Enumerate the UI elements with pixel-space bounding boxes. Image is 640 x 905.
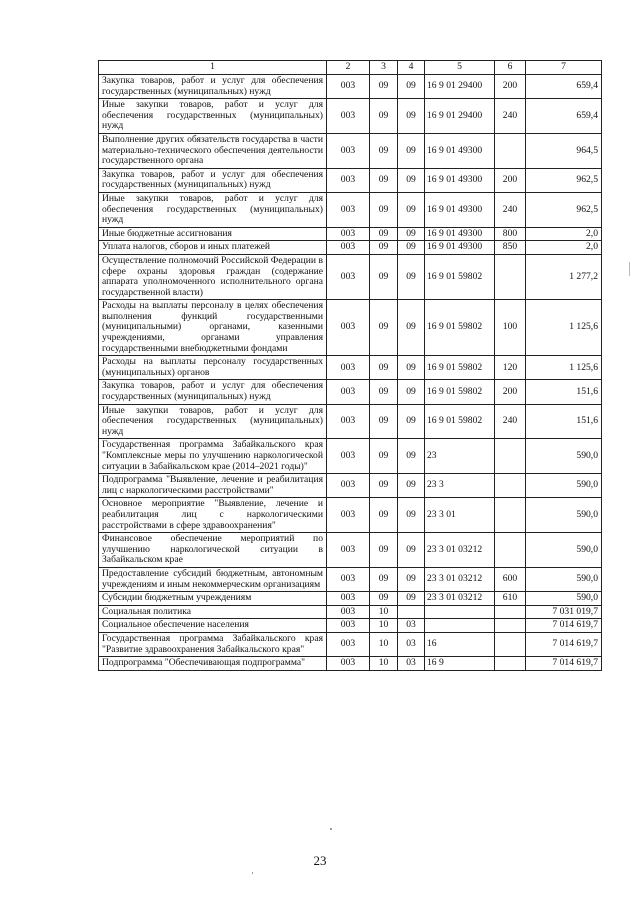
- table-row: [99, 592, 602, 606]
- cell-subsection: 09: [398, 133, 425, 168]
- header-col-3: 3: [370, 61, 398, 75]
- cell-expense-type: [495, 533, 526, 568]
- cell-expense-type: [495, 133, 526, 168]
- cell-expense-type: 240: [495, 99, 526, 134]
- cell-amount: 7 014 619,7: [526, 632, 602, 656]
- cell-expense-type: 240: [495, 404, 526, 439]
- scan-speck: [330, 828, 332, 830]
- cell-target-article: 23: [425, 439, 495, 474]
- table-row: [99, 404, 602, 439]
- cell-amount: 7 014 619,7: [526, 657, 602, 671]
- cell-subsection: 09: [398, 404, 425, 439]
- table-row: [99, 619, 602, 633]
- cell-name: Иные закупки товаров, работ и услуг для обеспечения государственных (муниципальных) нужд: [99, 99, 327, 134]
- cell-amount: 7 031 019,7: [526, 605, 602, 619]
- cell-expense-type: 100: [495, 300, 526, 356]
- cell-name: Расходы на выплаты персоналу государственных (муниципальных) органов: [99, 356, 327, 380]
- cell-target-article: 16 9 01 59802: [425, 300, 495, 356]
- cell-amount: 590,0: [526, 533, 602, 568]
- header-col-7: 7: [526, 61, 602, 75]
- table-row: [99, 99, 602, 134]
- cell-name: Иные закупки товаров, работ и услуг для обеспечения государственных (муниципальных) нужд: [99, 404, 327, 439]
- cell-section: 09: [370, 227, 398, 241]
- cell-section: 10: [370, 632, 398, 656]
- table-row: [99, 192, 602, 227]
- cell-subsection: 09: [398, 168, 425, 192]
- cell-amount: 659,4: [526, 75, 602, 99]
- header-col-6: 6: [495, 61, 526, 75]
- cell-expense-type: 200: [495, 380, 526, 404]
- cell-subsection: 09: [398, 300, 425, 356]
- cell-target-article: 16 9 01 59802: [425, 380, 495, 404]
- table-row: [99, 75, 602, 99]
- cell-section: 09: [370, 75, 398, 99]
- scan-speck: [252, 872, 253, 874]
- cell-expense-type: [495, 498, 526, 533]
- cell-target-article: 16 9 01 59802: [425, 404, 495, 439]
- cell-subsection: 09: [398, 192, 425, 227]
- cell-target-article: 16 9 01 29400: [425, 75, 495, 99]
- cell-subsection: 09: [398, 99, 425, 134]
- cell-amount: 2,0: [526, 227, 602, 241]
- cell-amount: 151,6: [526, 380, 602, 404]
- cell-admin-code: 003: [327, 300, 370, 356]
- cell-target-article: 16 9 01 49300: [425, 227, 495, 241]
- cell-section: 09: [370, 241, 398, 255]
- cell-section: 09: [370, 533, 398, 568]
- cell-section: 10: [370, 619, 398, 633]
- cell-expense-type: 850: [495, 241, 526, 255]
- cell-section: 09: [370, 168, 398, 192]
- cell-admin-code: 003: [327, 192, 370, 227]
- cell-target-article: 16 9 01 49300: [425, 168, 495, 192]
- cell-expense-type: [495, 632, 526, 656]
- cell-expense-type: 200: [495, 168, 526, 192]
- cell-amount: 1 277,2: [526, 254, 602, 299]
- table-row: [99, 439, 602, 474]
- cell-admin-code: 003: [327, 619, 370, 633]
- cell-name: Закупка товаров, работ и услуг для обеспечения государственных (муниципальных) нужд: [99, 380, 327, 404]
- cell-admin-code: 003: [327, 657, 370, 671]
- cell-section: 09: [370, 592, 398, 606]
- cell-target-article: [425, 619, 495, 633]
- cell-subsection: 09: [398, 75, 425, 99]
- cell-amount: 964,5: [526, 133, 602, 168]
- cell-amount: 962,5: [526, 192, 602, 227]
- cell-name: Подпрограмма "Обеспечивающая подпрограмма": [99, 657, 327, 671]
- cell-expense-type: 120: [495, 356, 526, 380]
- cell-section: 09: [370, 133, 398, 168]
- cell-admin-code: 003: [327, 605, 370, 619]
- cell-target-article: 23 3: [425, 474, 495, 498]
- cell-subsection: 09: [398, 254, 425, 299]
- cell-name: Предоставление субсидий бюджетным, автономным учреждениям и иным некоммерческим организациям: [99, 567, 327, 591]
- cell-admin-code: 003: [327, 241, 370, 255]
- cell-name: Субсидии бюджетным учреждениям: [99, 592, 327, 606]
- header-col-4: 4: [398, 61, 425, 75]
- cell-admin-code: 003: [327, 254, 370, 299]
- cell-admin-code: 003: [327, 533, 370, 568]
- cell-amount: 590,0: [526, 474, 602, 498]
- cell-admin-code: 003: [327, 439, 370, 474]
- cell-name: Основное мероприятие "Выявление, лечение и реабилитация лиц с наркологическими расстройствами в сфере здравоохранения": [99, 498, 327, 533]
- budget-table: [98, 60, 602, 671]
- cell-expense-type: [495, 657, 526, 671]
- cell-subsection: 09: [398, 567, 425, 591]
- cell-expense-type: 200: [495, 75, 526, 99]
- cell-subsection: 09: [398, 356, 425, 380]
- cell-expense-type: 610: [495, 592, 526, 606]
- table-row: [99, 632, 602, 656]
- cell-target-article: 23 3 01 03212: [425, 567, 495, 591]
- cell-amount: 7 014 619,7: [526, 619, 602, 633]
- cell-name: Социальное обеспечение населения: [99, 619, 327, 633]
- cell-section: 10: [370, 657, 398, 671]
- cell-section: 09: [370, 567, 398, 591]
- cell-name: Иные бюджетные ассигнования: [99, 227, 327, 241]
- cell-name: Подпрограмма "Выявление, лечение и реабилитация лиц с наркологическими расстройствами": [99, 474, 327, 498]
- table-row: [99, 227, 602, 241]
- table-row: [99, 300, 602, 356]
- table-row: [99, 498, 602, 533]
- cell-target-article: 16 9 01 49300: [425, 192, 495, 227]
- cell-admin-code: 003: [327, 404, 370, 439]
- cell-section: 09: [370, 380, 398, 404]
- cell-section: 09: [370, 439, 398, 474]
- cell-amount: 590,0: [526, 592, 602, 606]
- cell-subsection: 09: [398, 533, 425, 568]
- cell-subsection: 03: [398, 619, 425, 633]
- cell-admin-code: 003: [327, 632, 370, 656]
- cell-name: Осуществление полномочий Российской Федерации в сфере охраны здоровья граждан (содержание аппарата уполномоченного исполнительного органа государственной власти): [99, 254, 327, 299]
- table-row: [99, 133, 602, 168]
- cell-target-article: 16 9 01 59802: [425, 254, 495, 299]
- table-body: [99, 75, 602, 671]
- cell-amount: 1 125,6: [526, 356, 602, 380]
- cell-name: Выполнение других обязательств государства в части материально-технического обеспечения деятельности государственного органа: [99, 133, 327, 168]
- table-row: [99, 657, 602, 671]
- cell-amount: 659,4: [526, 99, 602, 134]
- cell-admin-code: 003: [327, 356, 370, 380]
- cell-expense-type: [495, 254, 526, 299]
- cell-expense-type: 800: [495, 227, 526, 241]
- cell-admin-code: 003: [327, 168, 370, 192]
- cell-amount: 1 125,6: [526, 300, 602, 356]
- cell-target-article: [425, 605, 495, 619]
- cell-section: 09: [370, 99, 398, 134]
- cell-admin-code: 003: [327, 498, 370, 533]
- header-row: [99, 61, 602, 75]
- cell-subsection: 03: [398, 657, 425, 671]
- cell-name: Уплата налогов, сборов и иных платежей: [99, 241, 327, 255]
- cell-admin-code: 003: [327, 99, 370, 134]
- cell-amount: 151,6: [526, 404, 602, 439]
- cell-section: 09: [370, 498, 398, 533]
- cell-name: Закупка товаров, работ и услуг для обеспечения государственных (муниципальных) нужд: [99, 75, 327, 99]
- cell-section: 09: [370, 192, 398, 227]
- cell-admin-code: 003: [327, 227, 370, 241]
- cell-subsection: 09: [398, 380, 425, 404]
- cell-name: Расходы на выплаты персоналу в целях обеспечения выполнения функций государственными (муниципальными) органами, казенными учреждениями, органами управления государственными внебюджетными фондами: [99, 300, 327, 356]
- cell-name: Закупка товаров, работ и услуг для обеспечения государственных (муниципальных) нужд: [99, 168, 327, 192]
- cell-amount: 590,0: [526, 498, 602, 533]
- header-col-5: 5: [425, 61, 495, 75]
- cell-name: Государственная программа Забайкальского края "Комплексные меры по улучшению наркологической ситуации в Забайкальском крае (2014–2021 годы)": [99, 439, 327, 474]
- cell-target-article: 16 9 01 49300: [425, 133, 495, 168]
- cell-target-article: 23 3 01 03212: [425, 592, 495, 606]
- cell-target-article: 16: [425, 632, 495, 656]
- cell-subsection: 09: [398, 498, 425, 533]
- cell-subsection: 09: [398, 439, 425, 474]
- cell-admin-code: 003: [327, 474, 370, 498]
- cell-expense-type: 600: [495, 567, 526, 591]
- table-row: [99, 474, 602, 498]
- cell-subsection: 09: [398, 474, 425, 498]
- cell-target-article: 16 9: [425, 657, 495, 671]
- cell-target-article: 16 9 01 29400: [425, 99, 495, 134]
- scan-edge-mark: [629, 262, 630, 276]
- cell-target-article: 23 3 01 03212: [425, 533, 495, 568]
- cell-section: 09: [370, 404, 398, 439]
- table-row: [99, 241, 602, 255]
- cell-name: Государственная программа Забайкальского края "Развитие здравоохранения Забайкальского края": [99, 632, 327, 656]
- cell-section: 09: [370, 356, 398, 380]
- cell-target-article: 16 9 01 49300: [425, 241, 495, 255]
- cell-admin-code: 003: [327, 592, 370, 606]
- cell-admin-code: 003: [327, 380, 370, 404]
- cell-section: 10: [370, 605, 398, 619]
- cell-name: Финансовое обеспечение мероприятий по улучшению наркологической ситуации в Забайкальском крае: [99, 533, 327, 568]
- page-number: 23: [313, 853, 327, 868]
- cell-target-article: 16 9 01 59802: [425, 356, 495, 380]
- cell-section: 09: [370, 254, 398, 299]
- cell-name: Социальная политика: [99, 605, 327, 619]
- cell-target-article: 23 3 01: [425, 498, 495, 533]
- cell-expense-type: [495, 605, 526, 619]
- cell-amount: 962,5: [526, 168, 602, 192]
- cell-admin-code: 003: [327, 133, 370, 168]
- cell-amount: 2,0: [526, 241, 602, 255]
- cell-section: 09: [370, 300, 398, 356]
- cell-name: Иные закупки товаров, работ и услуг для обеспечения государственных (муниципальных) нужд: [99, 192, 327, 227]
- cell-subsection: 09: [398, 241, 425, 255]
- table-row: [99, 168, 602, 192]
- cell-expense-type: 240: [495, 192, 526, 227]
- cell-subsection: 09: [398, 227, 425, 241]
- cell-section: 09: [370, 474, 398, 498]
- table-row: [99, 533, 602, 568]
- table-row: [99, 605, 602, 619]
- cell-subsection: 03: [398, 632, 425, 656]
- cell-subsection: [398, 605, 425, 619]
- header-col-1: 1: [99, 61, 327, 75]
- header-col-2: 2: [327, 61, 370, 75]
- cell-amount: 590,0: [526, 439, 602, 474]
- cell-expense-type: [495, 439, 526, 474]
- table-row: [99, 380, 602, 404]
- cell-admin-code: 003: [327, 567, 370, 591]
- cell-expense-type: [495, 474, 526, 498]
- table-row: [99, 567, 602, 591]
- table-row: [99, 356, 602, 380]
- cell-admin-code: 003: [327, 75, 370, 99]
- cell-expense-type: [495, 619, 526, 633]
- table-row: [99, 254, 602, 299]
- cell-subsection: 09: [398, 592, 425, 606]
- cell-amount: 590,0: [526, 567, 602, 591]
